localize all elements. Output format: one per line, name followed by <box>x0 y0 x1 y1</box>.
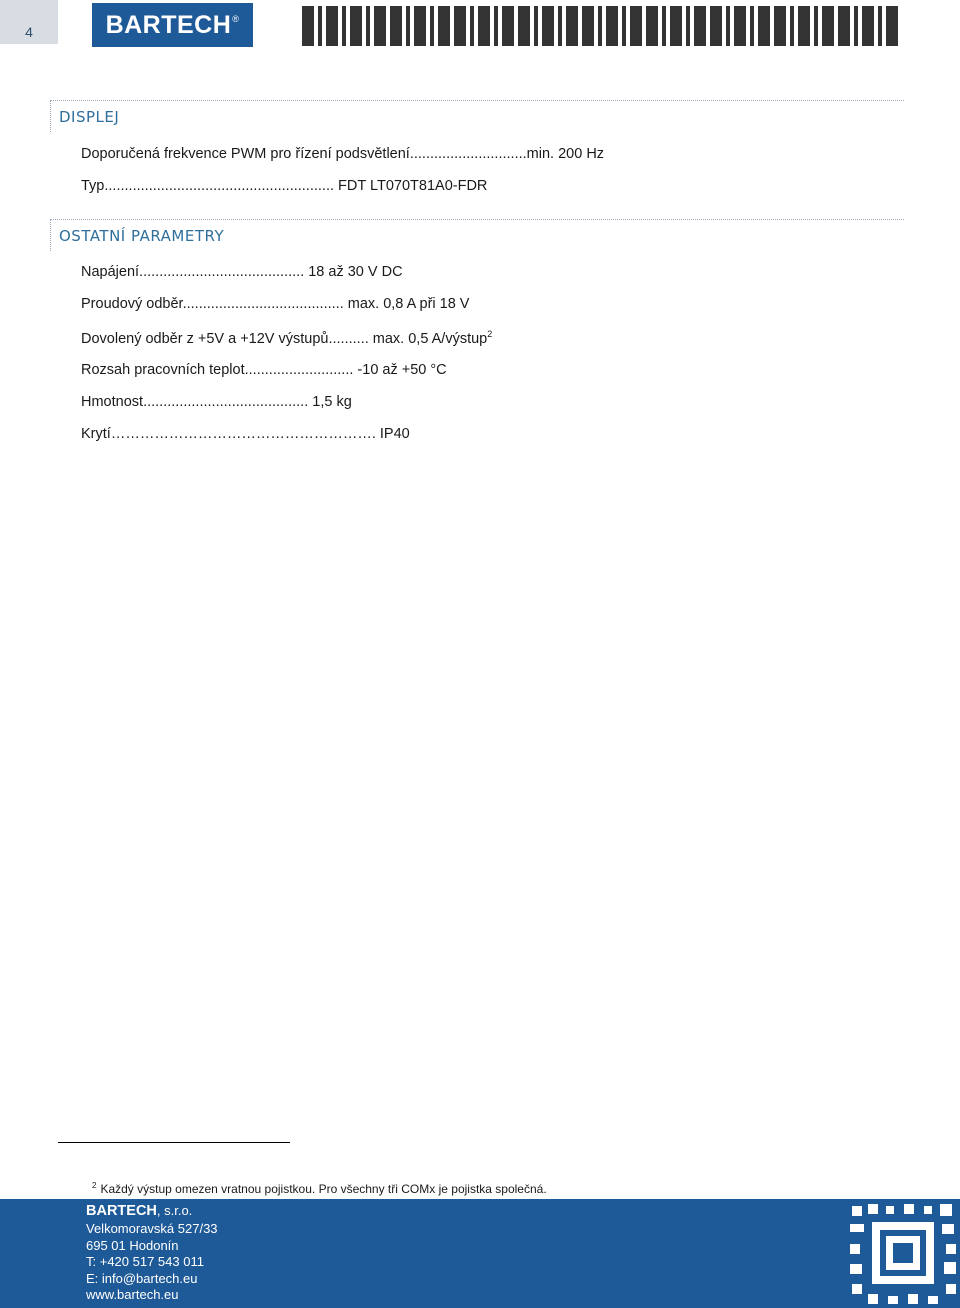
param-label: Typ <box>81 178 105 194</box>
page-number-box <box>0 0 58 44</box>
param-value: FDT LT070T81A0-FDR <box>334 178 488 194</box>
param-dots: ......................................... <box>143 394 309 410</box>
param-dots: ......................................................... <box>104 178 335 194</box>
param-row <box>81 146 604 162</box>
section-title-other: OSTATNÍ PARAMETRY <box>59 227 225 245</box>
footer-phone: T: +420 517 543 011 <box>86 1254 204 1269</box>
section-title-display: DISPLEJ <box>59 108 120 126</box>
param-label: Doporučená frekvence PWM pro řízení podsvětlení <box>81 146 410 162</box>
footer-company-suffix: , s.r.o. <box>156 1203 193 1218</box>
param-dots: ........................................ <box>182 296 344 312</box>
footer-company <box>86 1203 192 1219</box>
section-header-other <box>50 219 904 251</box>
param-value: max. 0,5 A/výstup <box>368 330 488 347</box>
footnote-divider <box>58 1142 290 1143</box>
param-dots: ………………………………………………. <box>110 426 376 442</box>
param-row <box>81 178 487 194</box>
param-value: IP40 <box>375 426 410 442</box>
param-label: Rozsah pracovních teplot <box>81 362 245 378</box>
param-label: Dovolený odběr z +5V a +12V výstupů <box>81 330 329 347</box>
param-value: max. 0,8 A při 18 V <box>343 296 470 312</box>
footer-company-name: BARTECH <box>86 1203 157 1219</box>
param-row <box>81 426 410 442</box>
footer-email: E: info@bartech.eu <box>86 1271 198 1286</box>
param-dots: ............................. <box>409 146 527 162</box>
footnote-ref: 2 <box>487 329 493 339</box>
param-dots: ........................... <box>244 362 354 378</box>
param-value: 1,5 kg <box>308 394 352 410</box>
footer-web: www.bartech.eu <box>86 1287 179 1302</box>
param-row <box>81 329 492 347</box>
param-dots: .......... <box>328 330 369 347</box>
param-row <box>81 394 352 410</box>
logo-text: BARTECH <box>105 10 232 39</box>
footer-bar <box>0 1199 960 1308</box>
param-value: 18 až 30 V DC <box>304 264 403 280</box>
qr-code-icon <box>846 1200 960 1308</box>
logo-registered-mark: ® <box>232 14 240 24</box>
param-value: min. 200 Hz <box>526 146 605 162</box>
footnote-text: Každý výstup omezen vratnou pojistkou. Pro všechny tři COMx je pojistka společná. <box>100 1182 547 1196</box>
footnote-mark: 2 <box>92 1181 97 1190</box>
param-dots: ......................................... <box>139 264 305 280</box>
param-label: Krytí <box>81 426 111 442</box>
param-label: Proudový odběr <box>81 296 183 312</box>
footnote <box>92 1181 547 1196</box>
param-row <box>81 296 469 312</box>
param-value: -10 až +50 °C <box>353 362 447 378</box>
page-number: 4 <box>25 24 33 40</box>
param-row <box>81 264 403 280</box>
param-label: Napájení <box>81 264 140 280</box>
param-label: Hmotnost <box>81 394 144 410</box>
section-header-display <box>50 100 904 132</box>
footer-city: 695 01 Hodonín <box>86 1238 179 1253</box>
footer-street: Velkomoravská 527/33 <box>86 1221 218 1236</box>
bartech-logo <box>92 3 253 47</box>
decorative-barcode <box>302 4 908 48</box>
param-row <box>81 362 447 378</box>
